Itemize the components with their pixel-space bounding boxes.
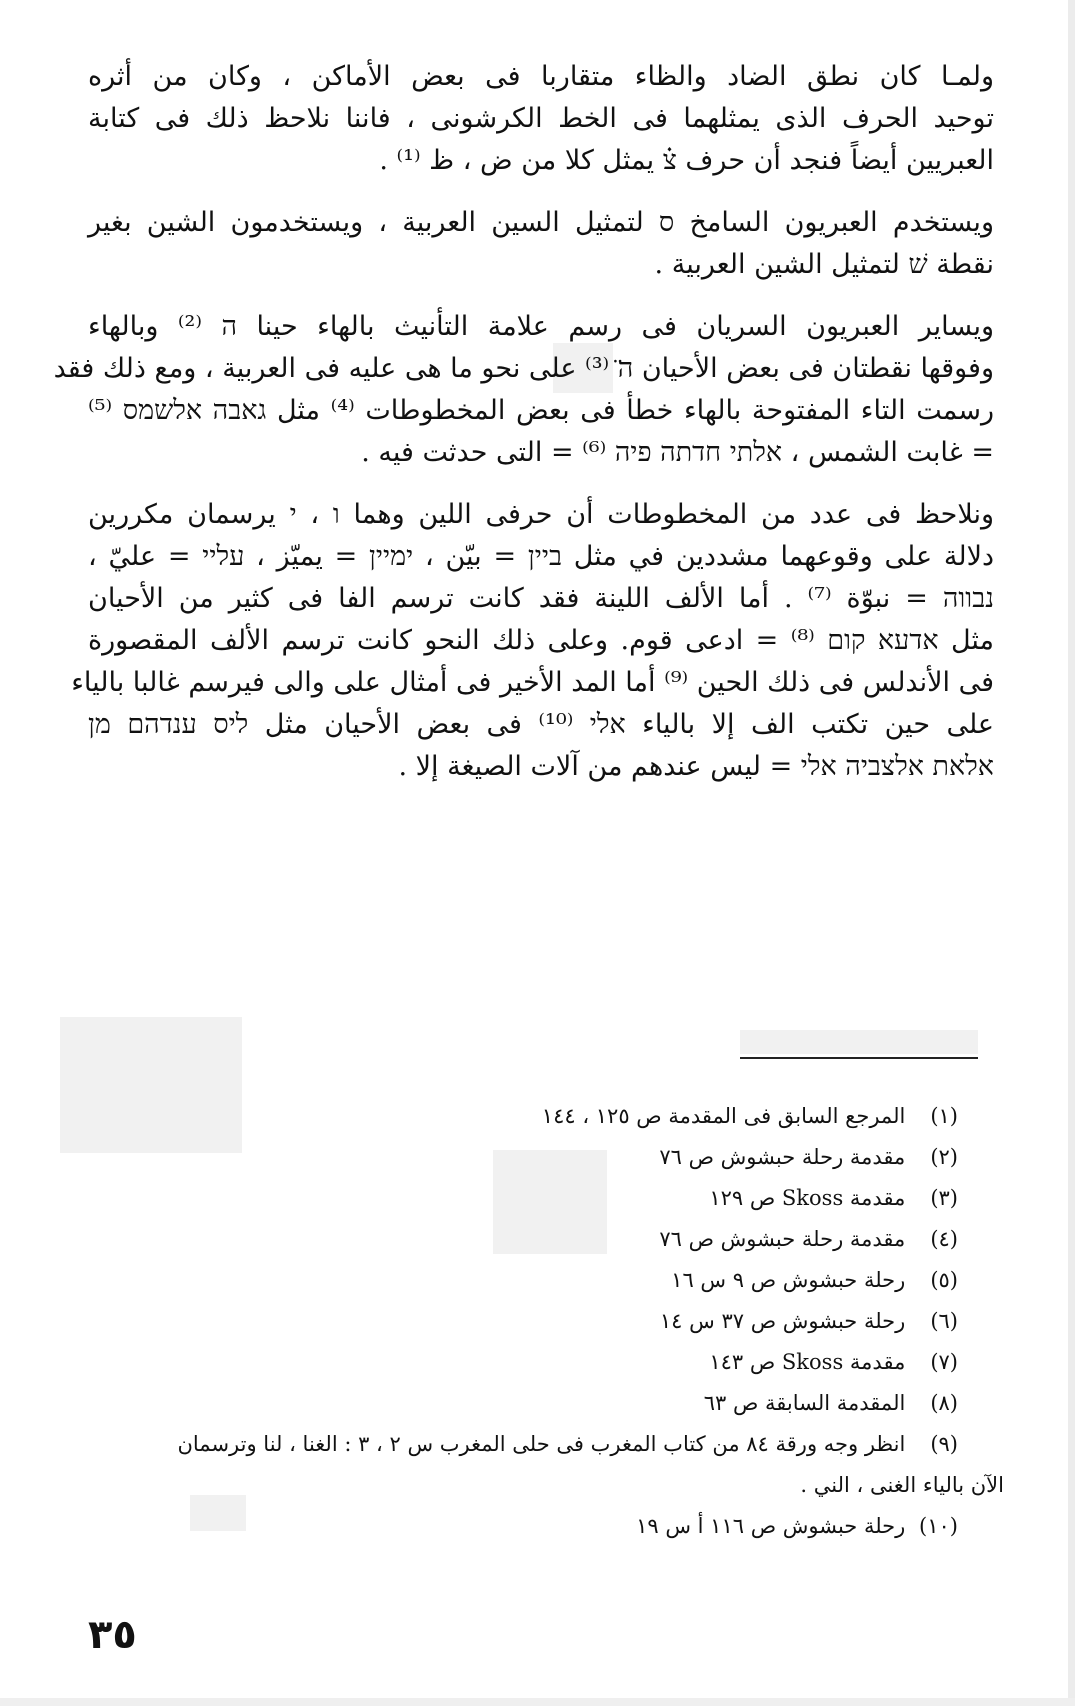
text-line: مثل אדעא קום ⁽⁸⁾ = ادعى قوم. وعلى ذلك النحو كانت ترسم الألف المقصورة (88, 625, 994, 656)
text-line: رسمت التاء المفتوحة بالهاء خطأ فى بعض المخطوطات ⁽⁴⁾ مثل גאבה אלשמס ⁽⁵⁾ (88, 395, 994, 426)
text-line: = غابت الشمس ، אלתי חדתה פיה ⁽⁶⁾ = التى حدثت فيه . (361, 437, 994, 468)
text-line: دلالة على وقوعهما مشددين في مثل ביין = بيّن ، ימיין = يميّز ، עליי = عليّ ، (88, 541, 995, 572)
page-edge-shadow (0, 1698, 1075, 1706)
text-line: على حين تكتب الف إلا بالياء אלי ⁽¹⁰⁾ فى بعض الأحيان مثل ליס ענדהם מן (88, 709, 995, 740)
paragraph-soft-letters (71, 494, 995, 788)
page-number: ٣٥ (88, 1612, 137, 1658)
footnote-6: (٦) رحلة حبشوش ص ٣٧ س ١٤ (659, 1309, 958, 1333)
footnote-9: (٩) انظر وجه ورقة ٨٤ من كتاب المغرب فى حلى المغرب س ٢ ، ٣ : الغنا ، لنا وترسمان (177, 1432, 958, 1456)
text-line: توحيد الحرف الذى يمثلهما فى الخط الكرشونى ، فاننا نلاحظ ذلك فى كتابة (88, 103, 994, 134)
text-line: العبريين أيضاً فنجد أن حرف צ֗ يمثل كلا من ض ، ظ ⁽¹⁾ . (379, 145, 994, 176)
paragraph-feminine-marker (53, 306, 994, 474)
footnote-8: (٨) المقدمة السابقة ص ٦٣ (703, 1391, 958, 1415)
main-text (53, 56, 995, 808)
footnote-10: (١٠) رحلة حبشوش ص ١١٦ أ س ١٩ (636, 1514, 958, 1538)
paragraph-samekh-shin (88, 202, 994, 286)
text-line: אלאת אלצביה אלי = ليس عندهم من آلات الصيغة إلا . (398, 751, 994, 782)
footnote-5: (٥) رحلة حبشوش ص ٩ س ١٦ (671, 1268, 958, 1292)
text-line: وفوقها نقطتان فى بعض الأحيان ה̈ ⁽³⁾ على نحو ما هى عليه فى العربية ، ومع ذلك فقد (53, 353, 994, 384)
footnote-1: (١) المرجع السابق فى المقدمة ص ١٢٥ ، ١٤٤ (541, 1104, 958, 1128)
footnote-3: (٣) مقدمة Skoss ص ١٢٩ (709, 1186, 958, 1210)
footnotes (88, 1096, 1004, 1547)
footnote-9-continuation: الآن بالياء الغنى ، الني . (800, 1473, 1004, 1497)
paragraph-dad-zah (88, 56, 994, 182)
text-line: ونلاحظ فى عدد من المخطوطات أن حرفى اللين وهما ו ، י يرسمان مكررين (88, 499, 994, 530)
text-line: نقطة שׁ لتمثيل الشين العربية . (654, 249, 994, 280)
text-line: ويستخدم العبريون السامخ ס لتمثيل السين العربية ، ويستخدمون الشين بغير (88, 207, 994, 238)
footnote-2: (٢) مقدمة رحلة حبشوش ص ٧٦ (659, 1145, 958, 1169)
text-line: ويساير العبريون السريان فى رسم علامة التأنيث بالهاء حينا ה ⁽²⁾ وبالهاء (88, 311, 994, 342)
footnote-4: (٤) مقدمة رحلة حبشوش ص ٧٦ (659, 1227, 958, 1251)
page-edge-shadow (1068, 0, 1075, 1706)
text-line: فى الأندلس فى ذلك الحين ⁽⁹⁾ أما المد الأخير فى أمثال على والى فيرسم غالبا بالياء (71, 667, 994, 698)
footnote-7: (٧) مقدمة Skoss ص ١٤٣ (709, 1350, 958, 1374)
text-line: נבווה = نبوّة ⁽⁷⁾ . أما الألف اللينة فقد كانت ترسم الفا فى كثير من الأحيان (88, 583, 994, 614)
text-line: ولمـا كان نطق الضاد والظاء متقاربا فى بعض الأماكن ، وكان من أثره (88, 61, 994, 92)
scan-artifact (740, 1030, 978, 1054)
footnote-divider (740, 1057, 978, 1059)
